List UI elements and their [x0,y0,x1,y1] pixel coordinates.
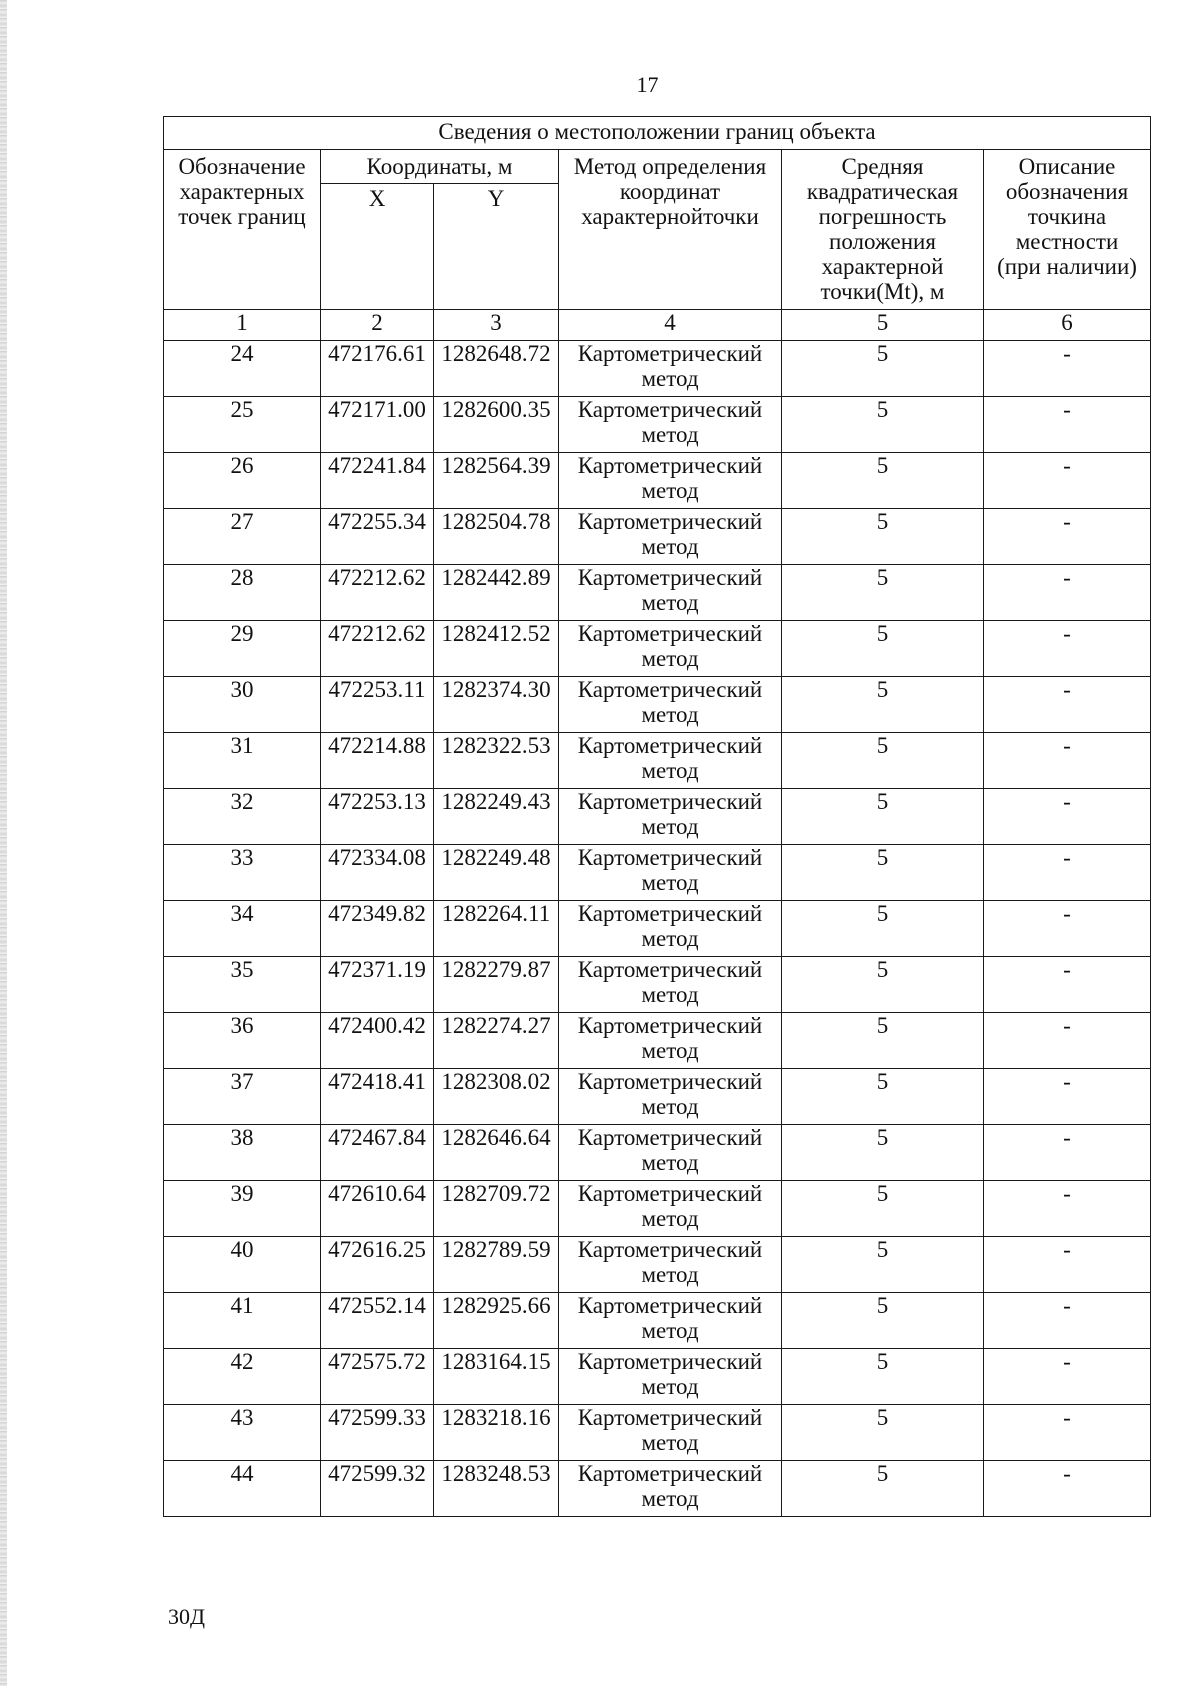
description-cell: - [984,397,1151,453]
method-line: метод [641,534,699,559]
description-cell: - [984,1125,1151,1181]
method-cell [559,565,782,621]
column-number: 5 [782,310,984,341]
method-line: метод [641,926,699,951]
boundary-coordinates-table [163,116,1151,1517]
error-cell: 5 [782,1125,984,1181]
y-coordinate-cell: 1283164.15 [434,1349,559,1405]
point-id-cell: 33 [164,845,321,901]
y-coordinate-cell: 1282648.72 [434,341,559,397]
table-row [164,1349,1151,1405]
description-cell: - [984,733,1151,789]
error-cell: 5 [782,397,984,453]
method-line: Картометрический [577,1237,763,1262]
method-cell [559,677,782,733]
error-cell: 5 [782,733,984,789]
x-coordinate-cell: 472575.72 [321,1349,434,1405]
header-method-line: Метод определения [573,154,767,179]
method-line: метод [641,758,699,783]
method-cell [559,509,782,565]
error-cell: 5 [782,453,984,509]
method-cell [559,397,782,453]
y-coordinate-cell: 1282308.02 [434,1069,559,1125]
header-description [984,150,1151,310]
method-line: метод [641,422,699,447]
method-cell [559,957,782,1013]
method-cell [559,341,782,397]
column-number: 1 [164,310,321,341]
description-cell: - [984,1069,1151,1125]
table-row [164,845,1151,901]
method-line: Картометрический [577,1293,763,1318]
description-cell: - [984,509,1151,565]
table-row [164,1013,1151,1069]
method-cell [559,453,782,509]
method-line: метод [641,366,699,391]
error-cell: 5 [782,1069,984,1125]
method-line: метод [641,590,699,615]
y-coordinate-cell: 1282709.72 [434,1181,559,1237]
y-coordinate-cell: 1282412.52 [434,621,559,677]
method-cell [559,733,782,789]
x-coordinate-cell: 472616.25 [321,1237,434,1293]
point-id-cell: 42 [164,1349,321,1405]
x-coordinate-cell: 472371.19 [321,957,434,1013]
method-line: Картометрический [577,453,763,478]
header-method [559,150,782,310]
header-error-line: Средняя [841,154,924,179]
x-coordinate-cell: 472176.61 [321,341,434,397]
method-line: Картометрический [577,397,763,422]
table-body [164,341,1151,1517]
method-line: Картометрический [577,565,763,590]
error-cell: 5 [782,1293,984,1349]
point-id-cell: 28 [164,565,321,621]
method-line: метод [641,702,699,727]
y-coordinate-cell: 1282504.78 [434,509,559,565]
y-coordinate-cell: 1282264.11 [434,901,559,957]
document-code: 30Д [168,1604,206,1629]
x-coordinate-cell: 472253.13 [321,789,434,845]
method-line: метод [641,1038,699,1063]
method-cell [559,1013,782,1069]
error-cell: 5 [782,1349,984,1405]
column-number: 6 [984,310,1151,341]
y-coordinate-cell: 1282564.39 [434,453,559,509]
point-id-cell: 31 [164,733,321,789]
point-id-cell: 26 [164,453,321,509]
method-line: Картометрический [577,1181,763,1206]
point-id-cell: 34 [164,901,321,957]
x-coordinate-cell: 472171.00 [321,397,434,453]
table-row [164,677,1151,733]
error-cell: 5 [782,1405,984,1461]
point-id-cell: 44 [164,1461,321,1517]
x-coordinate-cell: 472552.14 [321,1293,434,1349]
method-line: Картометрический [577,1461,763,1486]
header-error-line: положения [829,229,936,254]
method-cell [559,1069,782,1125]
x-coordinate-cell: 472212.62 [321,621,434,677]
description-cell: - [984,789,1151,845]
header-description-line: Описание [1018,154,1116,179]
table-row [164,341,1151,397]
method-line: Картометрический [577,957,763,982]
header-description-line: местности [1015,229,1119,254]
column-number: 2 [321,310,434,341]
method-line: Картометрический [577,733,763,758]
description-cell: - [984,1293,1151,1349]
table-row [164,397,1151,453]
point-id-cell: 24 [164,341,321,397]
table-row [164,1125,1151,1181]
description-cell: - [984,1181,1151,1237]
point-id-cell: 40 [164,1237,321,1293]
y-coordinate-cell: 1282925.66 [434,1293,559,1349]
header-method-line: характернойточки [581,204,759,229]
x-coordinate-cell: 472253.11 [321,677,434,733]
method-line: метод [641,1206,699,1231]
y-coordinate-cell: 1282274.27 [434,1013,559,1069]
x-coordinate-cell: 472599.33 [321,1405,434,1461]
error-cell: 5 [782,901,984,957]
method-line: Картометрический [577,1125,763,1150]
method-line: Картометрический [577,901,763,926]
x-coordinate-cell: 472349.82 [321,901,434,957]
error-cell: 5 [782,1237,984,1293]
x-coordinate-cell: 472212.62 [321,565,434,621]
method-line: Картометрический [577,621,763,646]
column-number: 4 [559,310,782,341]
description-cell: - [984,1349,1151,1405]
method-cell [559,789,782,845]
header-point-line: характерных [179,179,305,204]
y-coordinate-cell: 1282442.89 [434,565,559,621]
description-cell: - [984,453,1151,509]
error-cell: 5 [782,341,984,397]
method-cell [559,1461,782,1517]
method-line: Картометрический [577,789,763,814]
method-line: метод [641,1486,699,1511]
description-cell: - [984,1237,1151,1293]
y-coordinate-cell: 1283218.16 [434,1405,559,1461]
table-row [164,1069,1151,1125]
method-line: Картометрический [577,677,763,702]
header-coordinates: Координаты, м [321,150,559,184]
method-cell [559,1293,782,1349]
point-id-cell: 41 [164,1293,321,1349]
point-id-cell: 27 [164,509,321,565]
header-y: Y [434,183,559,309]
table-row [164,1293,1151,1349]
header-method-line: координат [619,179,721,204]
error-cell: 5 [782,565,984,621]
y-coordinate-cell: 1282322.53 [434,733,559,789]
method-line: Картометрический [577,509,763,534]
error-cell: 5 [782,1461,984,1517]
page-number: 17 [636,72,659,97]
description-cell: - [984,677,1151,733]
method-line: метод [641,1374,699,1399]
x-coordinate-cell: 472418.41 [321,1069,434,1125]
column-numbers-row [164,310,1151,341]
point-id-cell: 36 [164,1013,321,1069]
y-coordinate-cell: 1282789.59 [434,1237,559,1293]
method-line: Картометрический [577,1405,763,1430]
error-cell: 5 [782,1013,984,1069]
y-coordinate-cell: 1282646.64 [434,1125,559,1181]
error-cell: 5 [782,957,984,1013]
header-error-line: точки(Mt), м [820,279,945,304]
point-id-cell: 38 [164,1125,321,1181]
error-cell: 5 [782,677,984,733]
header-point-line: Обозначение [178,154,306,179]
method-line: метод [641,1318,699,1343]
x-coordinate-cell: 472214.88 [321,733,434,789]
x-coordinate-cell: 472334.08 [321,845,434,901]
method-cell [559,621,782,677]
method-cell [559,901,782,957]
point-id-cell: 37 [164,1069,321,1125]
method-line: метод [641,870,699,895]
description-cell: - [984,1405,1151,1461]
table-row [164,1461,1151,1517]
header-error-line: квадратическая [806,179,959,204]
method-line: метод [641,1150,699,1175]
point-id-cell: 29 [164,621,321,677]
x-coordinate-cell: 472467.84 [321,1125,434,1181]
method-line: Картометрический [577,845,763,870]
header-point-line: точек границ [178,204,306,229]
point-id-cell: 32 [164,789,321,845]
method-cell [559,845,782,901]
error-cell: 5 [782,789,984,845]
error-cell: 5 [782,1181,984,1237]
description-cell: - [984,957,1151,1013]
header-error-line: характерной [821,254,944,279]
description-cell: - [984,1461,1151,1517]
method-line: метод [641,1262,699,1287]
x-coordinate-cell: 472610.64 [321,1181,434,1237]
table-row [164,957,1151,1013]
method-cell [559,1125,782,1181]
table-row [164,565,1151,621]
table-row [164,621,1151,677]
x-coordinate-cell: 472599.32 [321,1461,434,1517]
scan-edge-decoration [0,0,7,1686]
method-line: Картометрический [577,341,763,366]
table-row [164,1405,1151,1461]
method-line: метод [641,478,699,503]
error-cell: 5 [782,845,984,901]
description-cell: - [984,621,1151,677]
table-row [164,901,1151,957]
method-cell [559,1237,782,1293]
table-row [164,789,1151,845]
header-error-line: погрешность [818,204,947,229]
y-coordinate-cell: 1282249.48 [434,845,559,901]
header-point [164,150,321,310]
y-coordinate-cell: 1283248.53 [434,1461,559,1517]
header-description-line: точкина [1027,204,1107,229]
y-coordinate-cell: 1282249.43 [434,789,559,845]
description-cell: - [984,565,1151,621]
table-row [164,1181,1151,1237]
y-coordinate-cell: 1282600.35 [434,397,559,453]
header-error [782,150,984,310]
point-id-cell: 43 [164,1405,321,1461]
header-description-line: обозначения [1005,179,1129,204]
x-coordinate-cell: 472400.42 [321,1013,434,1069]
description-cell: - [984,1013,1151,1069]
method-line: Картометрический [577,1069,763,1094]
y-coordinate-cell: 1282279.87 [434,957,559,1013]
column-number: 3 [434,310,559,341]
method-cell [559,1349,782,1405]
description-cell: - [984,341,1151,397]
method-line: метод [641,982,699,1007]
x-coordinate-cell: 472255.34 [321,509,434,565]
point-id-cell: 25 [164,397,321,453]
error-cell: 5 [782,509,984,565]
header-description-line: (при наличии) [997,254,1137,279]
method-line: Картометрический [577,1349,763,1374]
table-row [164,509,1151,565]
method-line: метод [641,646,699,671]
method-cell [559,1181,782,1237]
method-line: Картометрический [577,1013,763,1038]
method-line: метод [641,1094,699,1119]
method-line: метод [641,1430,699,1455]
method-cell [559,1405,782,1461]
table-title: Сведения о местоположении границ объекта [164,117,1151,150]
point-id-cell: 39 [164,1181,321,1237]
table-row [164,453,1151,509]
description-cell: - [984,845,1151,901]
description-cell: - [984,901,1151,957]
method-line: метод [641,814,699,839]
y-coordinate-cell: 1282374.30 [434,677,559,733]
table-row [164,1237,1151,1293]
x-coordinate-cell: 472241.84 [321,453,434,509]
point-id-cell: 35 [164,957,321,1013]
point-id-cell: 30 [164,677,321,733]
table-row [164,733,1151,789]
error-cell: 5 [782,621,984,677]
header-x: X [321,183,434,309]
